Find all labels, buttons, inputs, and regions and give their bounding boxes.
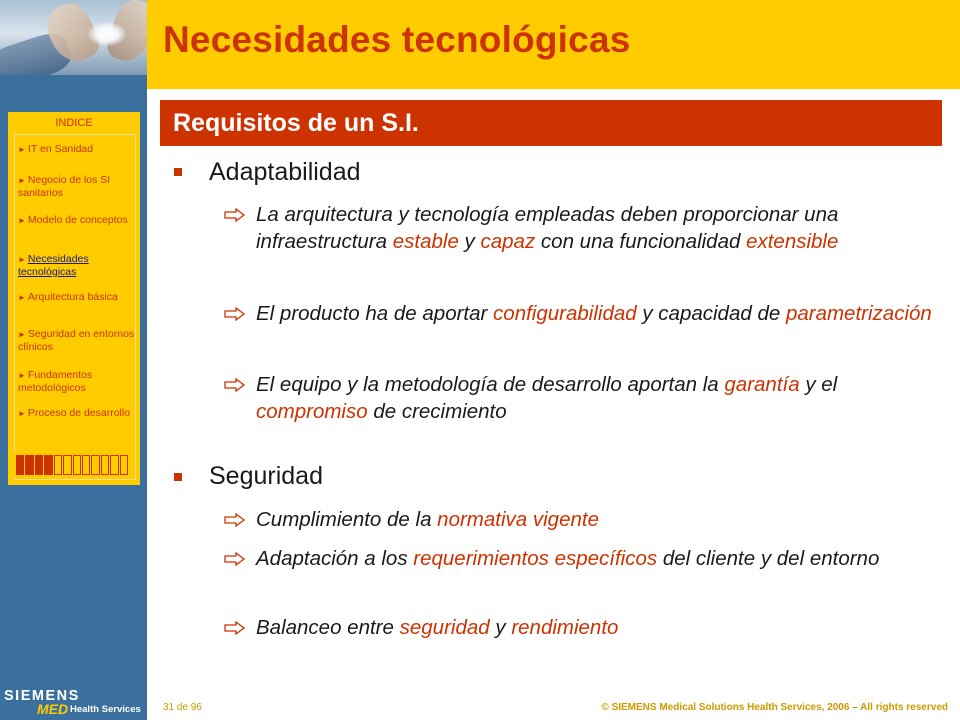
header-photo — [0, 0, 147, 75]
bullet-point — [256, 545, 946, 572]
arrow-right-icon: ► — [18, 145, 26, 154]
text-run: Cumplimiento de la — [256, 508, 438, 531]
arrow-right-icon: ► — [18, 293, 26, 302]
bullet-point — [256, 201, 946, 255]
progress-segment — [16, 455, 24, 475]
arrow-bullet-icon — [224, 307, 246, 321]
arrow-right-icon: ► — [18, 330, 26, 339]
index-header: INDICE — [55, 117, 93, 129]
highlighted-text: requerimientos específicos — [413, 547, 658, 570]
text-run: El producto ha de aportar — [256, 302, 494, 325]
progress-segment — [101, 455, 109, 475]
text-run: y — [458, 230, 481, 253]
highlighted-text: rendimiento — [511, 616, 619, 639]
slide-number: 31 de 96 — [163, 702, 202, 713]
highlighted-text: normativa vigente — [437, 508, 599, 531]
bullet-square-icon — [174, 168, 182, 176]
text-run: del cliente y del entorno — [657, 547, 880, 570]
brand-name: SIEMENS — [4, 688, 80, 704]
index-item[interactable] — [18, 174, 138, 200]
highlighted-text: compromiso — [256, 400, 368, 423]
section-heading: Adaptabilidad — [209, 158, 361, 186]
index-item-label: IT en Sanidad — [27, 143, 94, 155]
section-heading: Seguridad — [209, 462, 323, 490]
progress-segment — [25, 455, 33, 475]
bullet-point — [256, 506, 946, 533]
index-item[interactable] — [18, 214, 138, 227]
highlighted-text: capaz — [480, 230, 536, 253]
index-item[interactable] — [18, 253, 138, 279]
text-run: con una funcionalidad — [535, 230, 747, 253]
arrow-right-icon: ► — [18, 409, 26, 418]
index-item[interactable] — [18, 328, 138, 354]
progress-segment — [120, 455, 128, 475]
progress-segment — [91, 455, 99, 475]
progress-segment — [110, 455, 118, 475]
index-item-label: Fundamentos metodológicos — [18, 369, 93, 394]
index-item[interactable] — [18, 143, 138, 156]
bullet-square-icon — [174, 473, 182, 481]
highlighted-text: extensible — [746, 230, 839, 253]
arrow-bullet-icon — [224, 621, 246, 635]
progress-segment — [35, 455, 43, 475]
arrow-bullet-icon — [224, 513, 246, 527]
arrow-right-icon: ► — [18, 255, 26, 264]
index-item[interactable] — [18, 369, 138, 395]
highlighted-text: configurabilidad — [493, 302, 637, 325]
copyright: © SIEMENS Medical Solutions Health Services, 2006 – All rights reserved — [601, 702, 948, 713]
highlighted-text: garantía — [724, 373, 800, 396]
arrow-right-icon: ► — [18, 216, 26, 225]
bullet-point — [256, 300, 946, 327]
index-item-label: Negocio de los SI sanitarios — [18, 174, 111, 199]
progress-segment — [73, 455, 81, 475]
index-item[interactable] — [18, 407, 138, 420]
progress-segment — [82, 455, 90, 475]
brand-subtitle: Health Services — [70, 704, 141, 715]
text-run: Adaptación a los — [256, 547, 414, 570]
bullet-point — [256, 371, 946, 425]
arrow-right-icon: ► — [18, 371, 26, 380]
index-item-label: Proceso de desarrollo — [27, 407, 131, 419]
index-item[interactable] — [18, 291, 138, 304]
siemens-logo — [4, 688, 141, 717]
brand-med: MED — [37, 701, 69, 717]
text-run: de crecimiento — [367, 400, 507, 423]
index-item-label: Necesidades tecnológicas — [18, 253, 89, 278]
text-run: y — [489, 616, 512, 639]
progress-bar — [14, 453, 130, 477]
index-item-label: Seguridad en entornos clínicos — [18, 328, 135, 353]
slide-subtitle: Requisitos de un S.I. — [173, 109, 419, 137]
arrow-bullet-icon — [224, 208, 246, 222]
text-run: y capacidad de — [636, 302, 786, 325]
text-run: La arquitectura y tecnología empleadas deben proporcionar una infraestructura — [256, 203, 839, 253]
index-item-label: Arquitectura básica — [27, 291, 118, 303]
text-run: y el — [799, 373, 838, 396]
slide-title: Necesidades tecnológicas — [163, 19, 631, 60]
text-run: Balanceo entre — [256, 616, 400, 639]
progress-segment — [44, 455, 52, 475]
highlighted-text: estable — [392, 230, 459, 253]
bullet-point — [256, 614, 946, 641]
progress-segment — [63, 455, 71, 475]
index-item-label: Modelo de conceptos — [27, 214, 128, 226]
arrow-right-icon: ► — [18, 176, 26, 185]
text-run: El equipo y la metodología de desarrollo aportan la — [256, 373, 725, 396]
highlighted-text: parametrización — [785, 302, 932, 325]
arrow-bullet-icon — [224, 552, 246, 566]
progress-segment — [54, 455, 62, 475]
arrow-bullet-icon — [224, 378, 246, 392]
highlighted-text: seguridad — [399, 616, 490, 639]
